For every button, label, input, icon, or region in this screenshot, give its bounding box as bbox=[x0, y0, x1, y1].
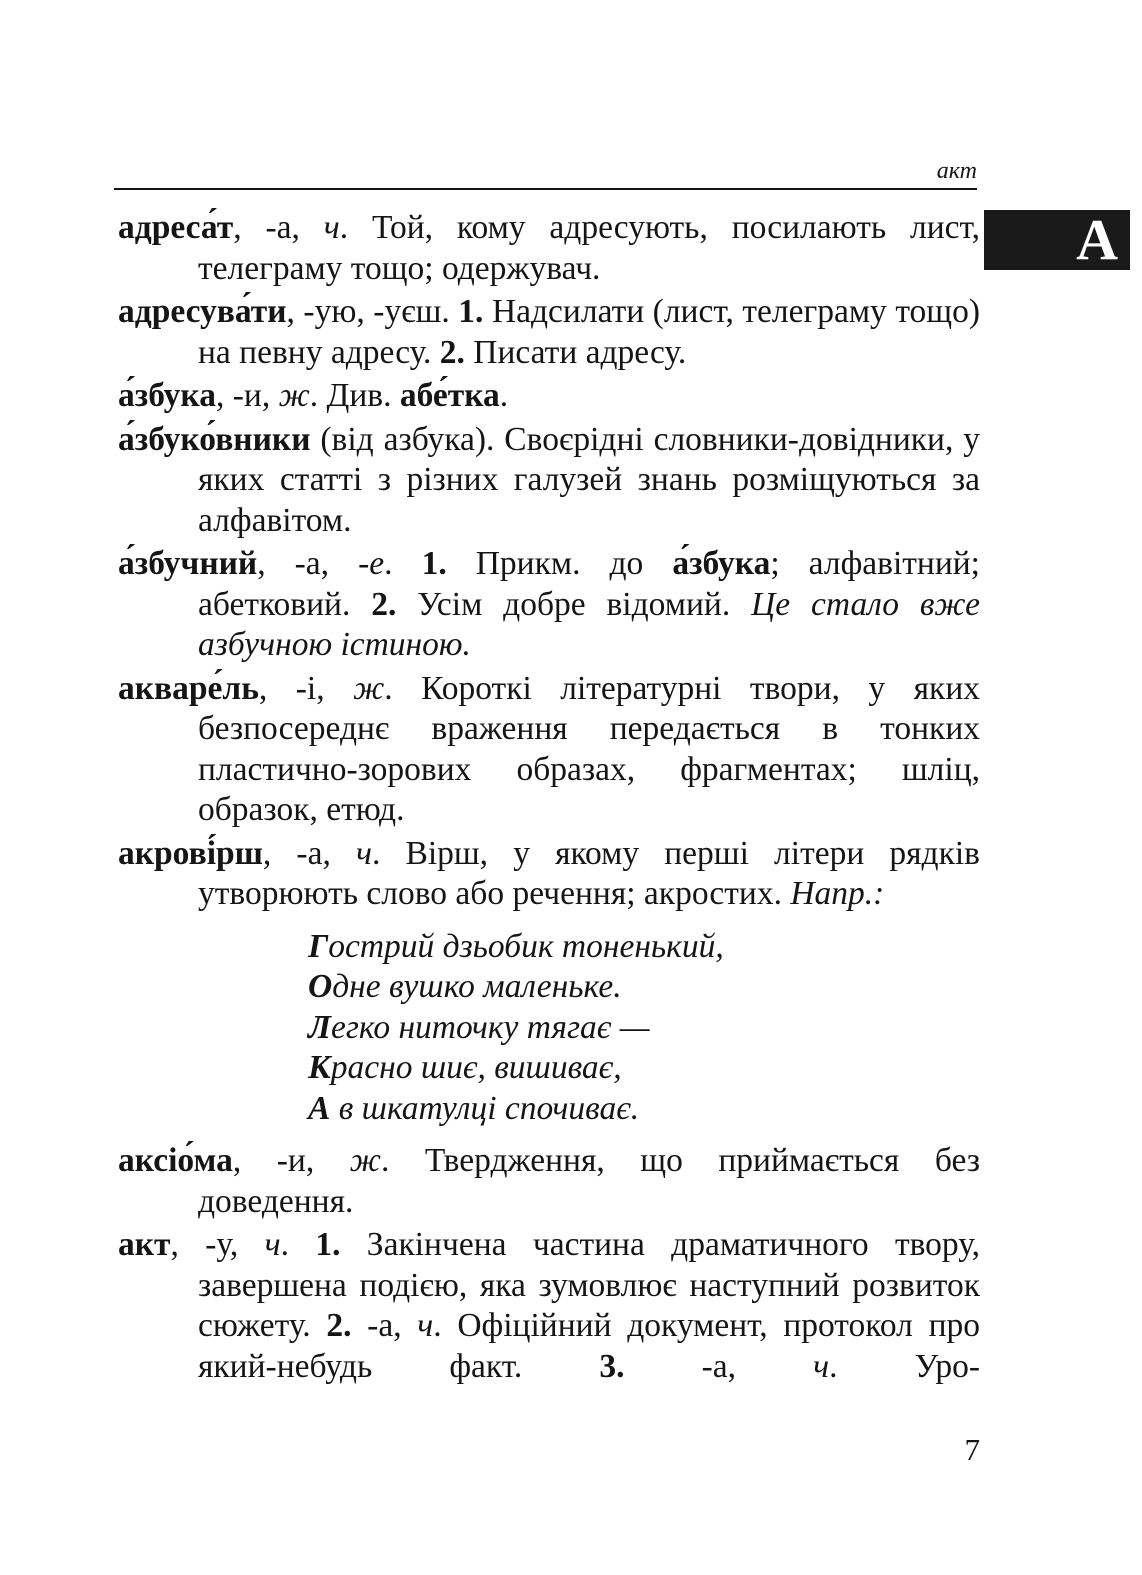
sense-number: 1. bbox=[315, 1226, 341, 1263]
entry-aksioma: аксіо́ма, -и, ж. Твердження, що приймається без доведення. bbox=[118, 1142, 980, 1220]
grammar-label: ч bbox=[813, 1347, 830, 1385]
headword: адреса́т bbox=[118, 209, 234, 246]
grammar-label: -е bbox=[358, 545, 385, 582]
headword: а́збуко́вники bbox=[118, 420, 311, 458]
headword: а́збука bbox=[118, 377, 216, 414]
grammar-label: ж bbox=[353, 669, 385, 707]
sense-number: 2. bbox=[326, 1307, 352, 1344]
grammar-label: ч bbox=[264, 1226, 281, 1263]
acrostic-initial: К bbox=[308, 1049, 331, 1086]
header-rule bbox=[114, 188, 977, 190]
grammar-label: ч bbox=[323, 209, 340, 246]
entry-azbukovnyky: а́збуко́вники (від азбука). Своєрідні словники-довідники, у яких статті з різних галузей знань розміщуються за алфавітом. bbox=[118, 420, 980, 539]
sense-number: 2. bbox=[439, 333, 465, 371]
acrostic-poem bbox=[308, 927, 980, 1130]
acrostic-initial: А bbox=[308, 1089, 331, 1127]
entry-akrovirsh: акрові́рш, -а, ч. Вірш, у якому перші літери рядків утворюють слово або речення; акростих. Напр.: bbox=[118, 834, 980, 912]
sense-number: 1. bbox=[458, 293, 484, 330]
entry-adresat: адреса́т, -а, ч. Той, кому адресують, посилають лист, телеграму тощо; одержувач. bbox=[118, 209, 980, 287]
entry-akvarel: акваре́ль, -і, ж. Короткі літературні твори, у яких безпосереднє враження передається в тонких пластично-зорових образах, фрагментах; шліц, образок, етюд. bbox=[118, 669, 980, 828]
headword: адресува́ти bbox=[118, 293, 287, 330]
cross-reference: абе́тка bbox=[399, 377, 500, 414]
entry-azbuchnyi: а́збучний, -а, -е. 1. Прикм. до а́збука; алфавітний; абетковий. 2. Усім добре відомий. Це стало вже азбучною істиною. bbox=[118, 545, 980, 663]
running-head: акт bbox=[936, 158, 977, 184]
example-label: Напр.: bbox=[790, 875, 885, 912]
headword: акт bbox=[118, 1226, 171, 1263]
cross-reference: а́збука bbox=[672, 545, 771, 582]
sense-number: 2. bbox=[371, 585, 397, 623]
sense-number: 1. bbox=[421, 545, 447, 582]
grammar-label: ж bbox=[349, 1142, 381, 1179]
thumb-index-tab bbox=[984, 207, 1130, 272]
headword: а́збучний bbox=[118, 545, 258, 582]
grammar-label: ч bbox=[417, 1307, 434, 1344]
entry-azbuka: а́збука, -и, ж. Див. абе́тка. bbox=[118, 377, 509, 414]
acrostic-initial: Л bbox=[308, 1008, 331, 1046]
poem-line: А в шкатулці спочиває. bbox=[308, 1089, 640, 1127]
headword: акрові́рш bbox=[118, 834, 263, 872]
sense-number: 3. bbox=[599, 1347, 625, 1385]
usage-example: Це стало вже азбучною істиною. bbox=[198, 585, 980, 663]
entry-adresuvaty: адресува́ти, -ую, -уєш. 1. Надсилати (лист, телеграму тощо) на певну адресу. 2. Писати адресу. bbox=[118, 293, 980, 371]
entry-akt: акт, -у, ч. 1. Закінчена частина драматичного твору, завершена подією, яка зумовлює наступний розвиток сюжету. 2. -а, ч. Офіційний документ, протокол про який-небудь факт. 3. -а, ч. Уро- bbox=[118, 1226, 980, 1385]
headword: аксіо́ма bbox=[118, 1142, 233, 1179]
poem-line: Легко ниточку тягає — bbox=[308, 1008, 650, 1046]
page-number: 7 bbox=[964, 1432, 980, 1467]
headword: акваре́ль bbox=[118, 669, 259, 707]
acrostic-initial: Г bbox=[308, 927, 329, 965]
poem-line: Гострий дзьобик тоненький, bbox=[308, 927, 724, 965]
poem-line: Красно шиє, вишиває, bbox=[308, 1049, 622, 1086]
dictionary-body bbox=[118, 208, 980, 1390]
acrostic-initial: О bbox=[308, 968, 333, 1005]
grammar-label: ч bbox=[355, 834, 372, 872]
thumb-index-letter: А bbox=[1076, 207, 1118, 272]
grammar-label: ж bbox=[278, 377, 310, 414]
poem-line: Одне вушко маленьке. bbox=[308, 968, 622, 1005]
